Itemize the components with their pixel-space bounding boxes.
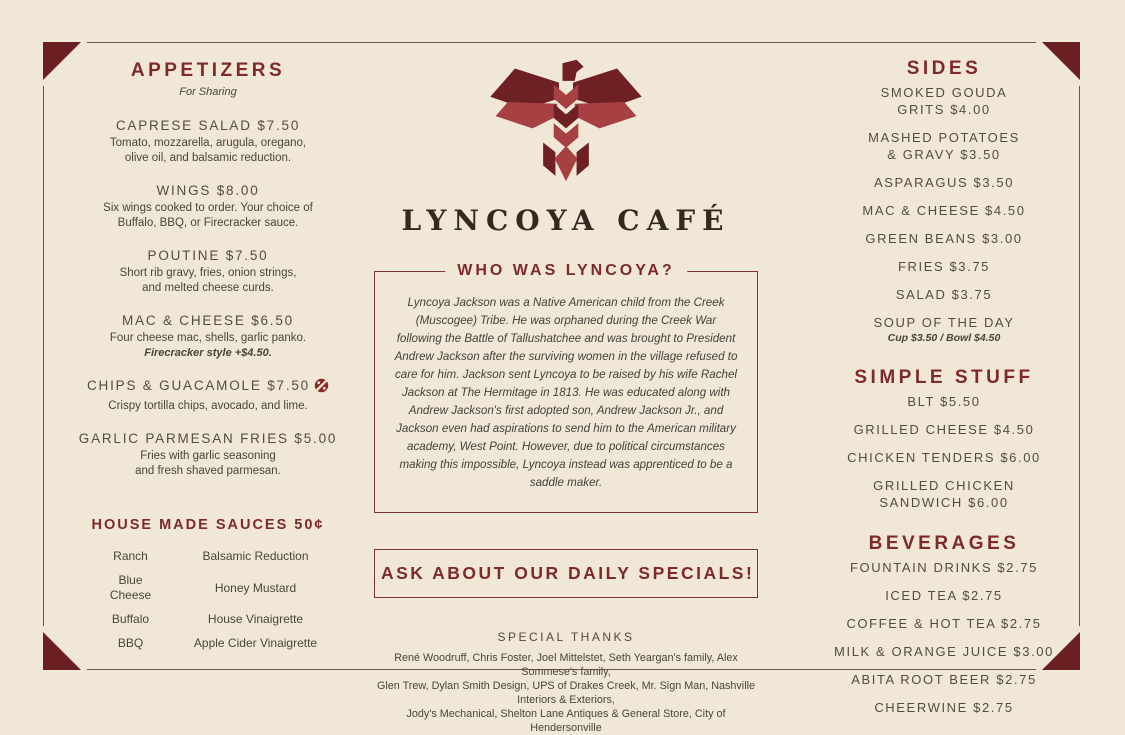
sauce-item: Ranch [113, 549, 148, 563]
soup-price-note: Cup $3.50 / Bowl $4.50 [887, 332, 1001, 344]
menu-item-cheerwine: CHEERWINE $2.75 [874, 700, 1014, 715]
special-thanks-line: René Woodruff, Chris Foster, Joel Mittelstet, Seth Yeargan's family, Alex Sommese's family, [394, 652, 738, 678]
special-thanks-line: Glen Trew, Dylan Smith Design, UPS of Drakes Creek, Mr. Sign Man, Nashville Interiors & Exteriors, [376, 680, 756, 706]
item-price: $8.00 [216, 183, 260, 198]
item-price: $7.50 [225, 248, 269, 263]
simple-stuff-title: SIMPLE STUFF [854, 367, 1034, 388]
sides-title: SIDES [906, 58, 982, 79]
menu-item-iced-tea: ICED TEA $2.75 [885, 588, 1003, 603]
menu-item-wings [58, 183, 358, 231]
item-name: GARLIC PARMESAN FRIES [78, 431, 289, 446]
menu-item-side-mac-and-cheese: MAC & CHEESE $4.50 [862, 203, 1026, 218]
restaurant-name: LYNCOYA CAFÉ [401, 204, 731, 237]
right-section [818, 58, 1070, 727]
menu-item-chicken-tenders: CHICKEN TENDERS $6.00 [847, 450, 1041, 465]
item-desc: Short rib gravy, fries, onion strings, [119, 267, 297, 279]
menu-item-asparagus: ASPARAGUS $3.50 [873, 175, 1015, 190]
sauce-item: Buffalo [111, 612, 150, 626]
special-thanks-title: SPECIAL THANKS [497, 630, 635, 644]
item-name: CAPRESE SALAD [115, 118, 252, 133]
menu-item-blt: BLT $5.50 [907, 394, 981, 409]
center-section [374, 50, 758, 735]
sauces-list [83, 549, 333, 651]
menu-item-milk-orange-juice: MILK & ORANGE JUICE $3.00 [834, 644, 1054, 659]
menu-item-grilled-cheese: GRILLED CHEESE $4.50 [853, 422, 1035, 437]
appetizers-title: APPETIZERS [130, 60, 286, 81]
item-name: CHIPS & GUACAMOLE [87, 378, 262, 393]
gluten-free-icon [314, 378, 329, 396]
item-desc: Tomato, mozzarella, arugula, oregano, [109, 137, 307, 149]
appetizers-subtitle: For Sharing [179, 86, 237, 98]
sauce-item: House Vinaigrette [207, 612, 304, 626]
item-desc: and melted cheese curds. [142, 282, 274, 294]
menu-item-poutine [58, 248, 358, 296]
who-was-lyncoya-box [374, 262, 758, 513]
item-desc: Six wings cooked to order. Your choice of [103, 202, 313, 214]
item-desc: Buffalo, BBQ, or Firecracker sauce. [117, 217, 299, 229]
story-text: Lyncoya Jackson was a Native American child from the Creek (Muscogee) Tribe. He was orphaned during the Creek War following the Battle of Tallushatchee and was brought to President Andrew Jackson after the surviving women in the village refused to care for him. Jackson sent Lyncoya to be raised by his wife Rachel Jackson at The Hermitage in 1813. He was educated along with Andrew Jackson's first adopted son, Andrew Jackson Jr., and Jackson even had aspirations to send him to the American military academy, West Point. However, due to political circumstances making this impossible, Lyncoya instead was apprenticed to be a saddle maker. [394, 296, 738, 489]
item-price: $6.50 [251, 313, 294, 328]
item-name: POUTINE [147, 248, 221, 263]
sauce-item: BBQ [117, 636, 144, 650]
item-price: $7.50 [267, 378, 310, 393]
item-name: MAC & CHEESE [122, 313, 246, 328]
sauce-item: Blue Cheese [109, 573, 152, 602]
sauce-item: Honey Mustard [214, 580, 297, 595]
menu-item-chips-and-guacamole [58, 378, 358, 414]
beverages-title: BEVERAGES [868, 533, 1020, 554]
special-thanks-line: Jody's Mechanical, Shelton Lane Antiques & General Store, City of Hendersonville [406, 708, 726, 734]
menu-item-abita-root-beer: ABITA ROOT BEER $2.75 [851, 672, 1037, 687]
daily-specials-banner: ASK ABOUT OUR DAILY SPECIALS! [374, 549, 758, 598]
item-desc: Four cheese mac, shells, garlic panko. [109, 332, 307, 344]
appetizers-section [58, 60, 358, 651]
sauce-item: Apple Cider Vinaigrette [193, 636, 318, 650]
sauce-item: Balsamic Reduction [202, 549, 309, 563]
menu-item-coffee-hot-tea: COFFEE & HOT TEA $2.75 [846, 616, 1042, 631]
item-desc: Crispy tortilla chips, avocado, and lime. [108, 400, 308, 412]
sauces-title: HOUSE MADE SAUCES 50¢ [91, 517, 325, 533]
menu-item-garlic-parmesan-fries [58, 431, 358, 479]
menu-item-smoked-gouda-grits: SMOKED GOUDA GRITS $4.00 [880, 85, 1008, 117]
menu-item-caprese-salad [58, 118, 358, 166]
menu-item-fries: FRIES $3.75 [897, 259, 991, 274]
menu-item-soup-of-the-day: SOUP OF THE DAY Cup $3.50 / Bowl $4.50 [818, 314, 1070, 345]
item-price: $7.50 [257, 118, 301, 133]
item-desc: and fresh shaved parmesan. [135, 465, 281, 477]
special-thanks [374, 630, 758, 735]
item-desc: Fries with garlic seasoning [140, 450, 276, 462]
eagle-logo [477, 58, 655, 190]
item-price: $5.00 [294, 431, 338, 446]
menu-item-green-beans: GREEN BEANS $3.00 [865, 231, 1023, 246]
menu-item-mac-and-cheese [58, 313, 358, 361]
menu-item-fountain-drinks: FOUNTAIN DRINKS $2.75 [850, 560, 1038, 575]
story-title: WHO WAS LYNCOYA? [445, 262, 687, 280]
item-desc: olive oil, and balsamic reduction. [124, 152, 292, 164]
item-name: WINGS [156, 183, 212, 198]
menu-item-salad: SALAD $3.75 [895, 287, 993, 302]
menu-item-mashed-potatoes: MASHED POTATOES & GRAVY $3.50 [868, 130, 1020, 162]
menu-item-grilled-chicken-sandwich: GRILLED CHICKEN SANDWICH $6.00 [873, 478, 1015, 510]
item-note: Firecracker style +$4.50. [144, 347, 272, 359]
